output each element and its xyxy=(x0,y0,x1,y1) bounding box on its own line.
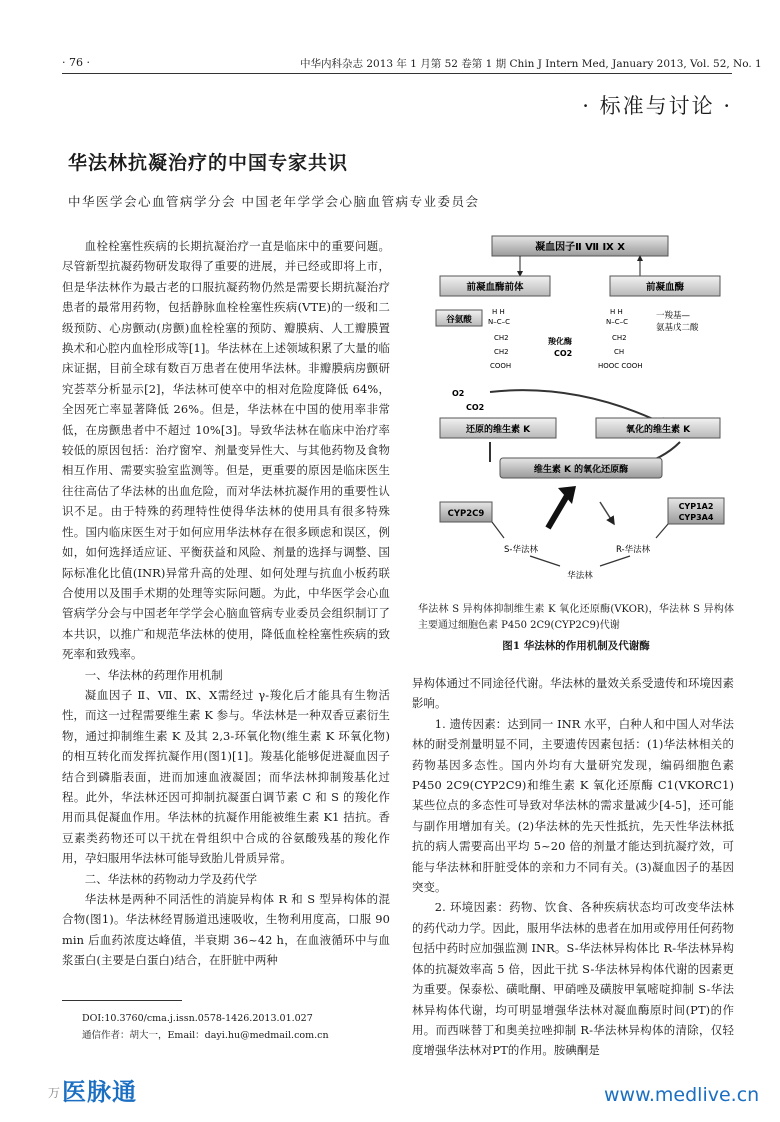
glutamate-label: 谷氨酸 xyxy=(446,315,472,325)
gla-label-1: 一羧基— xyxy=(656,311,691,321)
doi: DOI:10.3760/cma.j.issn.0578-1426.2013.01.027 xyxy=(82,1013,313,1024)
intro-paragraph: 血栓栓塞性疾病的长期抗凝治疗一直是临床中的重要问题。尽管新型抗凝药物研发取得了重要的进展，并已经或即将上市，但是华法林作为最古老的口服抗凝药物仍然是需要长期抗凝治疗患者的最常用药物，包括静脉血栓栓塞性疾病(VTE)的一级和二级预防、心房颤动(房颤)血栓栓塞的预防、瓣膜病、人工瓣膜置换术和心腔内血栓形成等[1]。华法林在上述领域积累了大量的临床证据，目前全球有数百万患者在使用华法林。非瓣膜病房颤研究荟萃分析显示[2]，华法林可使卒中的相对危险度降低 64%，全因死亡率显著降低 26%。但是，华法林在中国的使用率非常低，在房颤患者中不超过 10%[3]。导致华法林在临床中治疗率较低的原因包括：治疗窗窄、剂量变异性大、与其他药物及食物相互作用、需要实验室监测等。但是，更重要的原因是临床医生往往高估了华法林的出血危险，而对华法林抗凝作用的重要性认识不足。由于特殊的药理特性使得华法林的使用具有很多特殊性。国内临床医生对于如何应用华法林存在很多顾虑和误区，例如，如何选择适应证、平衡获益和风险、剂量的选择与调整、国际标准化比值(INR)异常升高的处理、如何处理与抗血小板药联合使用以及围手术期的处理等实际问题。为此，中华医学会心血管病学分会与中国老年学学会心脑血管病专业委员会组织制订了本共识，以推广和规范华法林的使用，降低血栓栓塞性疾病的致死率和致残率。 xyxy=(62,239,390,662)
cyp1a2-label: CYP1A2 xyxy=(678,502,714,511)
mechanism-figure xyxy=(430,232,730,602)
warfarin-label: 华法林 xyxy=(567,571,593,581)
chem-n1: N–C–C xyxy=(488,318,511,326)
cyp3a4-label: CYP3A4 xyxy=(678,513,714,522)
article-authors: 中华医学会心血管病学分会 中国老年学学会心脑血管病专业委员会 xyxy=(68,194,480,209)
medlive-logo: 医脉通 xyxy=(62,1078,137,1106)
s-warfarin-label: S-华法林 xyxy=(504,545,538,555)
footnote-rule xyxy=(62,1000,182,1001)
journal-header: 中华内科杂志 2013 年 1 月第 52 卷第 1 期 Chin J Intern Med, January 2013, Vol. 52, No. 1 xyxy=(300,58,762,70)
coagulation-factors-label: 凝血因子Ⅱ Ⅶ Ⅸ Ⅹ xyxy=(535,242,625,253)
carboxylase-label: 羧化酶 xyxy=(548,337,572,346)
chem-ch2-b: CH2 xyxy=(494,348,509,356)
pharmacokinetics-paragraph: 华法林是两种不同活性的消旋异构体 R 和 S 型异构体的混合物(图1)。华法林经胃肠道迅速吸收，生物利用度高，口服 90 min 后血药浓度达峰值，半衰期 36~42 h，在血液循环中与血浆蛋白(主要是白蛋白)结合，在肝脏中两种 xyxy=(62,892,390,968)
article-title: 华法林抗凝治疗的中国专家共识 xyxy=(68,152,349,174)
chem-cooh2: HOOC COOH xyxy=(598,362,643,370)
environment-factors-paragraph: 2. 环境因素：药物、饮食、各种疾病状态均可改变华法林的药代动力学。因此，服用华法林的患者在加用或停用任何药物包括中药时应加强监测 INR。S-华法林异构体比 R-华法林异构体的抗凝效率高 5 倍，因此干扰 S-华法林异构体代谢的因素更为重要。保泰松、磺吡酮、甲硝唑及磺胺甲氧嘧啶抑制 S-华法林异构体代谢，均可明显增强华法林对凝血酶原时间(PT)的作用。而西咪替丁和奥美拉唑抑制 R-华法林异构体的清除，仅轻度增强华法林对PT的作用。胺碘酮是 xyxy=(412,900,734,1058)
gla-label-2: 氨基戊二酸 xyxy=(656,323,699,333)
genetic-factors-paragraph: 1. 遗传因素：达到同一 INR 水平，白种人和中国人对华法林的耐受剂量明显不同，主要遗传因素包括：(1)华法林相关的药物基因多态性。国内外均有大量研究发现，编码细胞色素 P450 2C9(CYP2C9)和维生素 K 氧化还原酶 C1(VKORC1)某些位点的多态性可导致对华法林的需求量减少[4-5]，还可能与副作用增加有关。(2)华法林的先天性抵抗，先天性华法林抵抗的病人需要高出平均 5~20 倍的剂量才能达到抗凝疗效，可能与华法林和肝脏受体的亲和力不同有关。(3)凝血因子的基因突变。 xyxy=(412,716,734,895)
page-number: · 76 · xyxy=(62,56,90,69)
figure-caption: 华法林 S 异构体抑制维生素 K 氧化还原酶(VKOR)，华法林 S 异构体主要通过细胞色素 P450 2C9(CYP2C9)代谢 xyxy=(418,604,734,631)
reduced-vk-label: 还原的维生素 K xyxy=(465,425,531,435)
chem-ch2-c: CH2 xyxy=(612,334,627,342)
chem-h1: H H xyxy=(492,308,505,316)
r-warfarin-label: R-华法林 xyxy=(616,545,651,555)
section-heading: · 标准与讨论 · xyxy=(582,94,732,118)
section-heading-1: 一、华法林的药理作用机制 xyxy=(84,667,223,682)
oxidized-vk-label: 氧化的维生素 K xyxy=(625,425,691,435)
continued-paragraph: 异构体通过不同途径代谢。华法林的量效关系受遗传和环境因素影响。 xyxy=(412,676,734,711)
footnote xyxy=(82,1010,329,1044)
vkor-label: 维生素 K 的氧化还原酶 xyxy=(533,465,629,475)
precursor-label: 前凝血酶前体 xyxy=(466,282,524,293)
corresponding-author: 通信作者：胡大一，Email：dayi.hu@medmail.com.cn xyxy=(82,1030,329,1041)
figure-label: 图1 华法林的作用机制及代谢酶 xyxy=(502,640,650,652)
chem-ch: CH xyxy=(614,348,625,356)
right-column xyxy=(412,673,734,1061)
cyp2c9-label: CYP2C9 xyxy=(447,509,485,519)
header-rule xyxy=(62,73,732,74)
chem-cooh: COOH xyxy=(490,362,512,370)
co2-label: CO2 xyxy=(554,349,573,358)
watermark-prefix: 万 xyxy=(48,1086,61,1100)
site-url[interactable]: www.medlive.cn xyxy=(604,1084,760,1106)
pharmacology-paragraph: 凝血因子 Ⅱ、Ⅶ、Ⅸ、Ⅹ需经过 γ-羧化后才能具有生物活性，而这一过程需要维生素 K 参与。华法林是一种双香豆素衍生物，通过抑制维生素 K 及其 2,3-环氧化物(维生素 K 环氧化物)的相互转化而发挥抗凝作用(图1)[1]。羧基化能够促进凝血因子结合到磷脂表面，进而加速血液凝固；而华法林抑制羧基化过程。此外，华法林还因可抑制抗凝蛋白调节素 C 和 S 的羧化作用而具促凝血作用。华法林的抗凝作用能被维生素 K1 拮抗。香豆素类药物还可以干扰在骨组织中合成的谷氨酸残基的羧化作用，孕妇服用华法林可能导致胎儿骨质异常。 xyxy=(62,687,390,866)
o2-label: O2 xyxy=(452,389,465,398)
left-column xyxy=(62,236,390,971)
chem-ch2-a: CH2 xyxy=(494,334,509,342)
co2b-label: CO2 xyxy=(466,403,485,412)
section-heading-2: 二、华法林的药物动力学及药代学 xyxy=(84,871,258,886)
chem-n2: N–C–C xyxy=(606,318,629,326)
thrombin-label: 前凝血酶 xyxy=(645,282,685,293)
chem-h2: H H xyxy=(610,308,623,316)
